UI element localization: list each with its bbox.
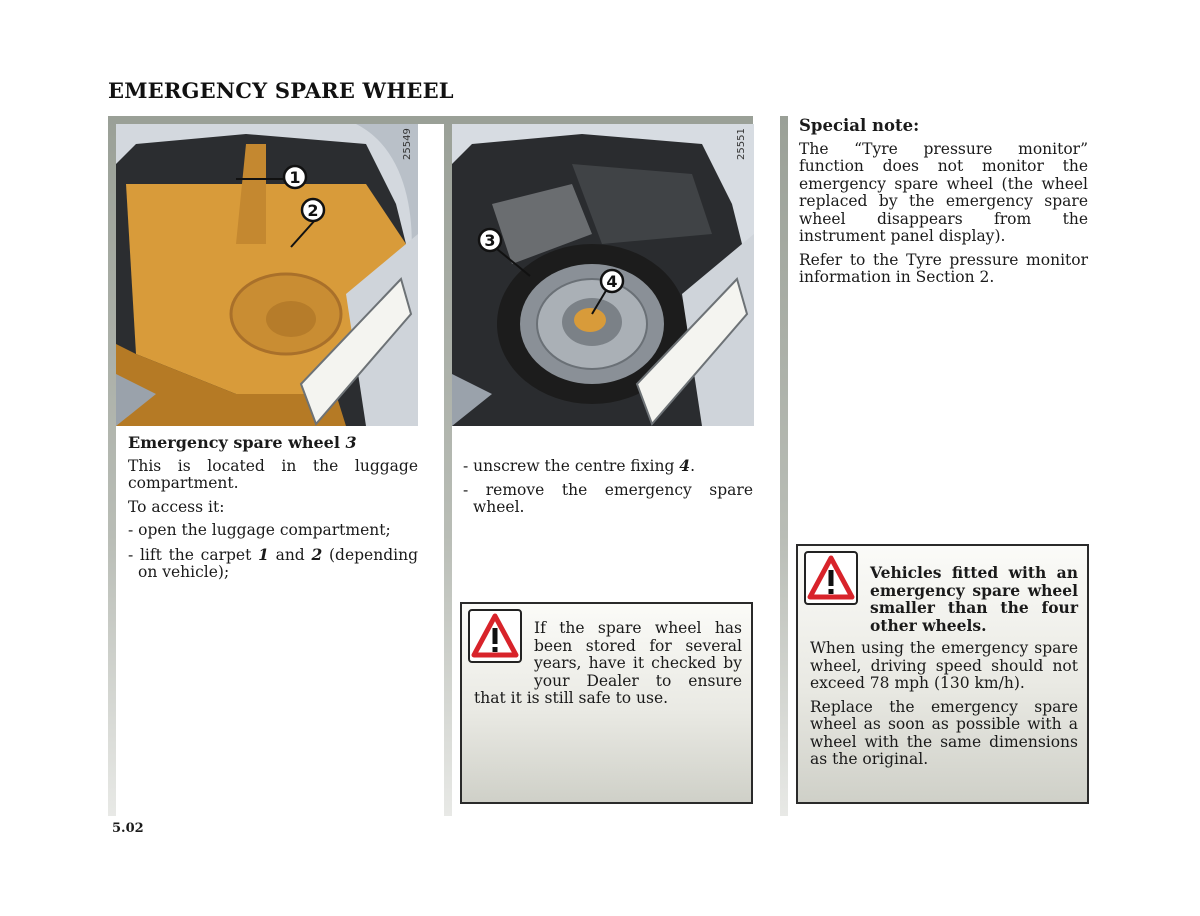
speed-warning-heading: Vehicles fitted with an emergency spare wheel smaller than the four other wheels.	[870, 563, 1078, 635]
header-rule-left	[108, 116, 753, 124]
location-paragraph: This is located in the luggage compartment.	[128, 456, 418, 492]
page-title: EMERGENCY SPARE WHEEL	[108, 78, 454, 103]
special-note-paragraph-2: Refer to the Tyre pressure monitor information in Section 2.	[799, 250, 1088, 286]
spare-wheel-heading: Emergency spare wheel 3	[128, 433, 357, 452]
step-open-compartment: - open the luggage compartment;	[128, 521, 391, 539]
callout-1: 1	[289, 168, 301, 187]
figure-2-number: 25551	[736, 128, 747, 160]
column-2-text	[463, 457, 753, 523]
column-1-text	[128, 434, 418, 588]
column-divider-middle	[444, 116, 452, 816]
warning-box-storage	[460, 602, 753, 804]
special-note-heading: Special note:	[799, 116, 920, 135]
callout-4: 4	[606, 272, 618, 291]
speed-warning-text	[810, 564, 1078, 775]
column-divider-left	[108, 116, 116, 816]
replace-wheel-paragraph: Replace the emergency spare wheel as soon as possible with a wheel with the same dimensions as the original.	[810, 697, 1078, 768]
figure-spare-wheel	[452, 124, 754, 426]
special-note-paragraph-1: The “Tyre pressure monitor” function does not monitor the emergency spare wheel (the wheel replaced by the emergency spare wheel disappears from the instrument panel display).	[799, 139, 1088, 245]
callout-3: 3	[484, 231, 496, 250]
step-lift-carpet: - lift the carpet 1 and 2 (depending on vehicle);	[128, 544, 418, 581]
speed-limit-paragraph: When using the emergency spare wheel, driving speed should not exceed 78 mph (130 km/h).	[810, 639, 1078, 692]
step-remove-wheel: - remove the emergency spare wheel.	[463, 480, 753, 516]
storage-warning-text: If the spare wheel has been stored for several years, have it checked by your Dealer to ensure that it is still safe to use.	[474, 619, 742, 707]
special-note	[799, 117, 1088, 293]
figure-1-number: 25549	[402, 128, 413, 160]
callout-2: 2	[307, 201, 319, 220]
page-number: 5.02	[112, 821, 144, 836]
step-unscrew-fixing: - unscrew the centre fixing 4.	[463, 456, 696, 475]
warning-box-speed	[796, 544, 1089, 804]
column-divider-right	[780, 116, 788, 816]
access-intro: To access it:	[128, 497, 225, 516]
figure-luggage-carpet	[116, 124, 418, 426]
